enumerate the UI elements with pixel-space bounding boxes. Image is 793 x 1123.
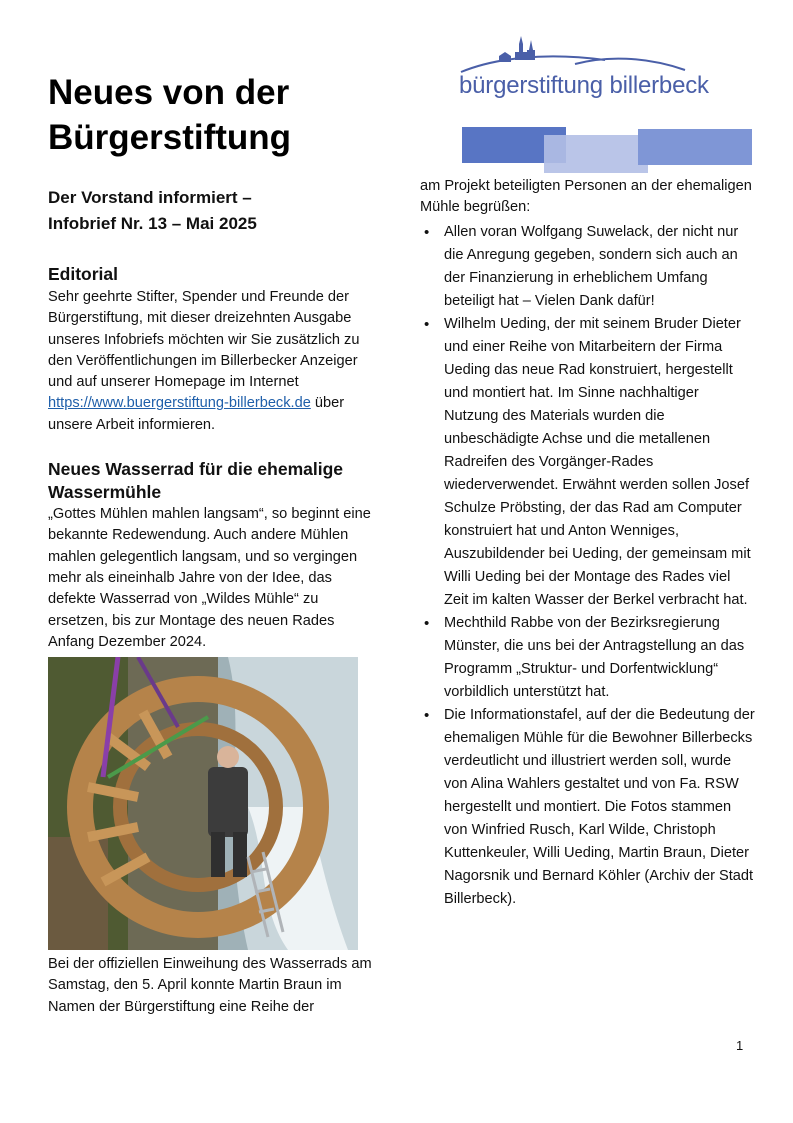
list-item: • Allen voran Wolfgang Suwelack, der nicht nur die Anregung gegeben, sondern sich auch an der Finanzierung in erheblichem Umfang beteiligt hat – Vielen Dank dafür!	[420, 221, 755, 313]
article-intro-paragraph: „Gottes Mühlen mahlen langsam“, so beginnt eine bekannte Redewendung. Auch andere Mühlen mahlen gelegentlich langsam, und so vergingen mehr als eineinhalb Jahre von der Idee, das defekte Wasserrad von „Wildes Mühle“ zu ersetzen, bis zur Montage des neuen Rades Anfang Dezember 2024.	[48, 506, 371, 650]
foundation-logo	[455, 30, 725, 110]
deco-block-3	[638, 129, 752, 165]
homepage-link[interactable]: https://www.buergerstiftung-billerbeck.de	[48, 395, 311, 412]
page-number: 1	[736, 1038, 744, 1053]
left-column	[48, 185, 378, 1018]
logo-wordmark	[459, 72, 709, 100]
decorative-color-blocks	[462, 125, 752, 173]
participants-list	[420, 221, 755, 911]
waterwheel-photo	[48, 657, 358, 950]
article-heading-line-2: Wassermühle	[48, 482, 162, 503]
newsletter-subtitle	[48, 185, 378, 237]
inauguration-paragraph-continued: am Projekt beteiligten Personen an der ehemaligen Mühle begrüßen:	[420, 178, 752, 216]
editorial-text	[48, 287, 378, 436]
list-item: • Mechthild Rabbe von der Bezirksregierung Münster, die uns bei der Antragstellung an das Programm „Struktur- und Dorfentwicklung“ vorbildlich unterstützt hat.	[420, 612, 755, 704]
title-line-2: Bürgerstiftung	[48, 118, 292, 157]
title-line-1: Neues von der	[48, 73, 290, 112]
inauguration-paragraph: Bei der offiziellen Einweihung des Wasserrads am Samstag, den 5. April konnte Martin Braun im Namen der Bürgerstiftung eine Reihe der	[48, 956, 372, 1015]
waterwheel-image	[48, 657, 358, 950]
article-heading-line-1: Neues Wasserrad für die ehemalige	[48, 459, 344, 480]
logo-word-2: billerbeck	[609, 72, 709, 99]
deco-block-2	[544, 135, 648, 173]
subtitle-line-1: Der Vorstand informiert –	[48, 188, 252, 207]
right-column	[420, 176, 755, 911]
editorial-heading: Editorial	[48, 264, 119, 284]
editorial-body: Sehr geehrte Stifter, Spender und Freunde der Bürgerstiftung, mit dieser dreizehnten Ausgabe unseres Infobriefs möchten wir Sie zusätzlich zu den Veröffentlichungen im Billerbecker Anzeiger und auf unserer Homepage im Internet	[48, 289, 360, 391]
page-title	[48, 70, 408, 160]
editorial-ending: über unsere Arbeit informieren.	[48, 395, 345, 433]
article-heading	[48, 458, 378, 504]
subtitle-line-2: Infobrief Nr. 13 – Mai 2025	[48, 214, 257, 233]
list-item: • Wilhelm Ueding, der mit seinem Bruder Dieter und einer Reihe von Mitarbeitern der Firma Ueding das neue Rad konstruiert, hergestellt und montiert hat. Im Sinne nachhaltiger Nutzung des Materials wurden die unbeschädigte Achse und die metallenen Radreifen des Vorgänger-Rades wiederverwendet. Erwähnt werden sollen Josef Schulze Pröbsting, der das Rad am Computer konstruiert hat und Anton Wenniges, Auszubildender bei Ueding, der gemeinsam mit Willi Ueding bei der Montage des Rades viel Zeit im kalten Wasser der Berkel verbracht hat.	[420, 313, 755, 612]
logo-word-1: bürgerstiftung	[459, 72, 603, 99]
list-item: • Die Informationstafel, auf der die Bedeutung der ehemaligen Mühle für die Bewohner Billerbecks verdeutlicht und illustriert werden soll, wurde von Alina Wahlers gestaltet und von Fa. RSW hergestellt und montiert. Die Fotos stammen von Winfried Rusch, Karl Wilde, Christoph Kuttenkeuler, Willi Ueding, Martin Braun, Dieter Nagorsnik und Bernard Köhler (Archiv der Stadt Billerbeck).	[420, 704, 755, 911]
